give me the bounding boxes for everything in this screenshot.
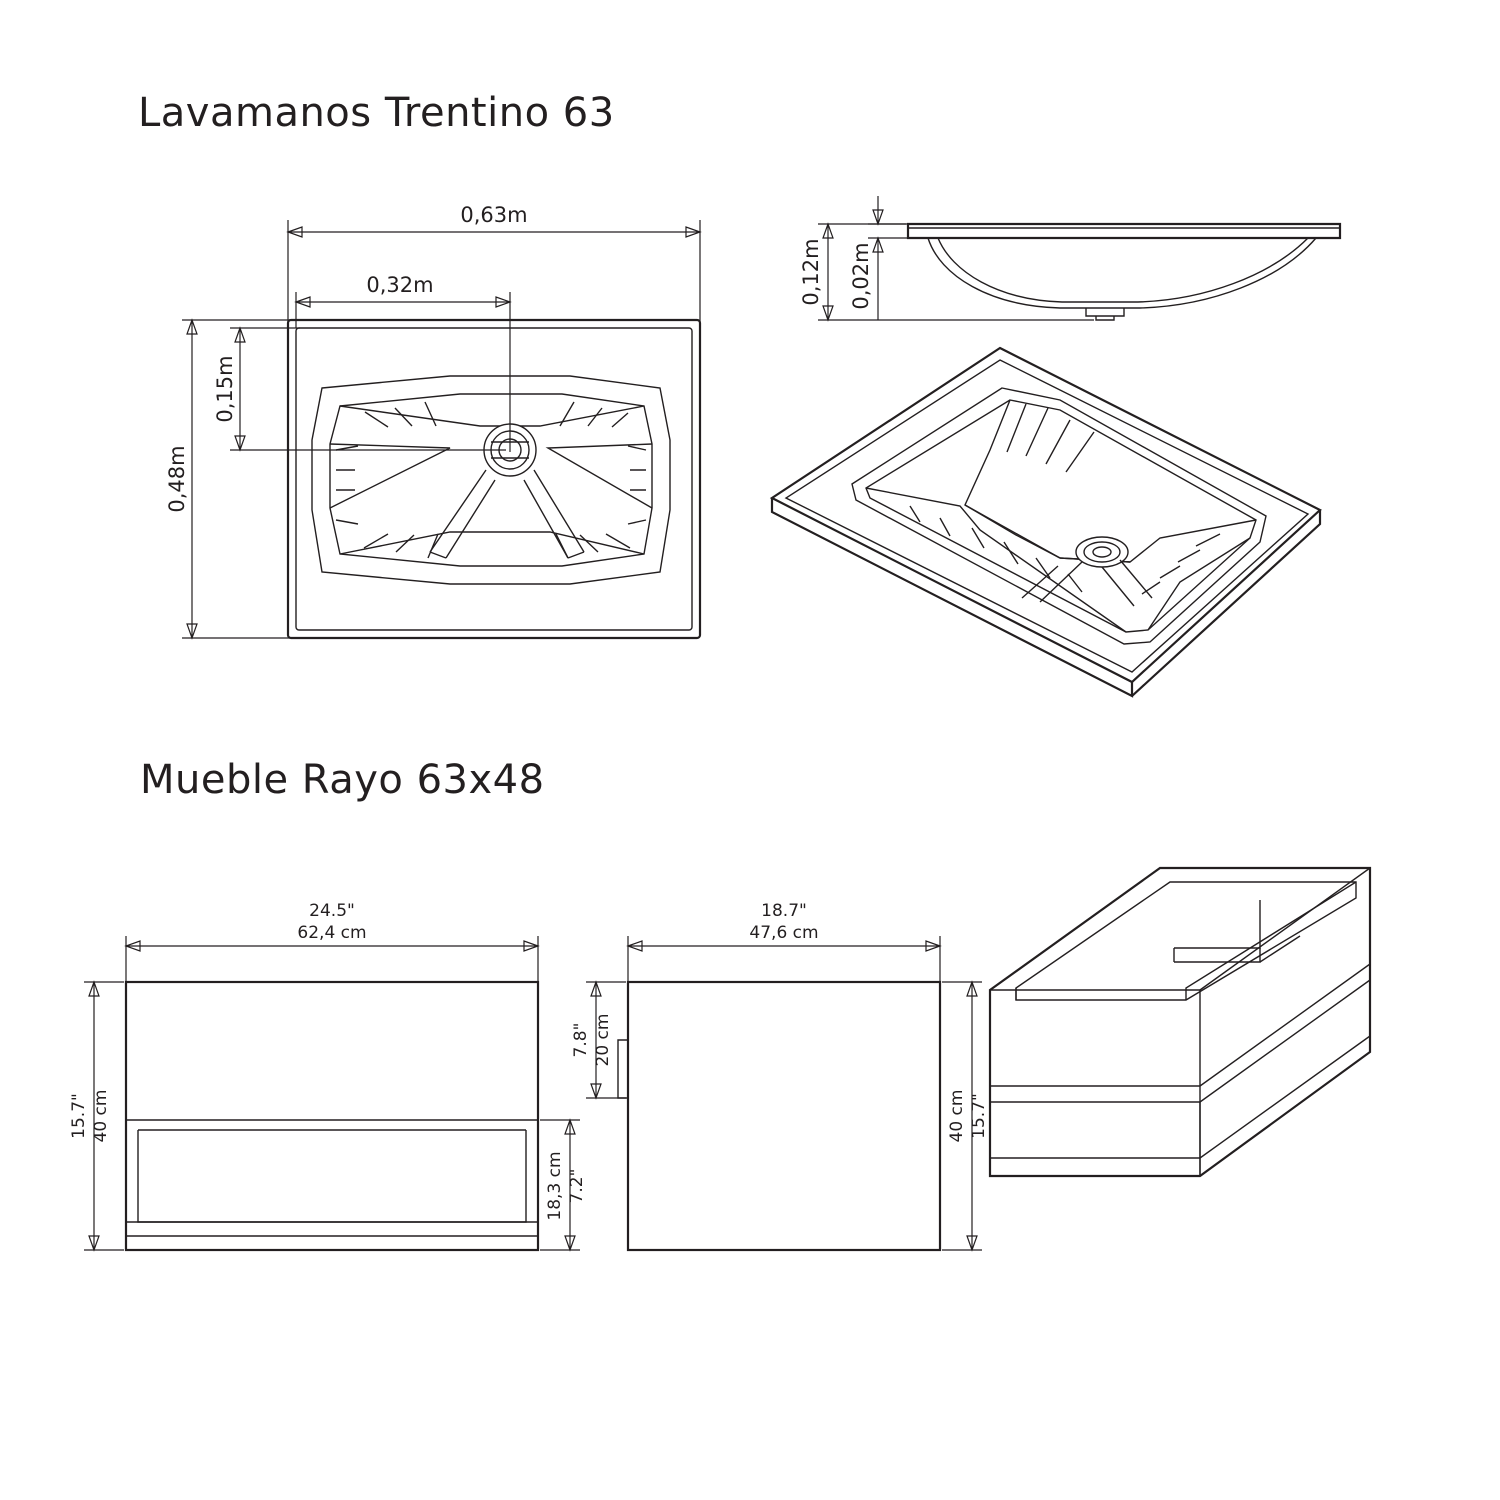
dim-sink-drain-offset: 0,32m [366,273,434,297]
dim-cabinet-front-height-cm: 40 cm [91,1089,111,1143]
dim-cabinet-side-height-in: 15.7" [969,1093,989,1139]
dim-cabinet-front-width-cm: 62,4 cm [297,923,367,943]
cabinet-section-title: Mueble Rayo 63x48 [140,757,545,803]
dim-sink-section-height: 0,12m [799,238,823,306]
dim-cabinet-front-height-in: 15.7" [69,1093,89,1139]
cabinet-front-view [60,890,620,1310]
sink-side-section-view [760,180,1380,340]
dim-cabinet-side-depth-cm: 47,6 cm [749,923,819,943]
dim-sink-width: 0,63m [460,203,528,227]
dim-cabinet-front-width-in: 24.5" [309,901,355,921]
sink-top-view [150,180,730,680]
dim-sink-rim-thickness: 0,02m [849,242,873,310]
dim-sink-depth: 0,48m [165,445,189,513]
cabinet-isometric-view [960,840,1400,1290]
dim-cabinet-side-height-cm: 40 cm [947,1089,967,1143]
sink-section-title: Lavamanos Trentino 63 [138,90,615,136]
dim-cabinet-side-drawer-cm: 20 cm [593,1013,613,1067]
dim-cabinet-shelf-in: 7.2" [567,1168,587,1204]
dim-cabinet-side-drawer-in: 7.8" [571,1022,591,1058]
dim-cabinet-shelf-cm: 18,3 cm [545,1151,565,1221]
dim-cabinet-side-depth-in: 18.7" [761,901,807,921]
cabinet-side-view [560,890,1010,1310]
sink-isometric-view [760,330,1380,720]
dim-sink-basin-vertical: 0,15m [213,355,237,423]
